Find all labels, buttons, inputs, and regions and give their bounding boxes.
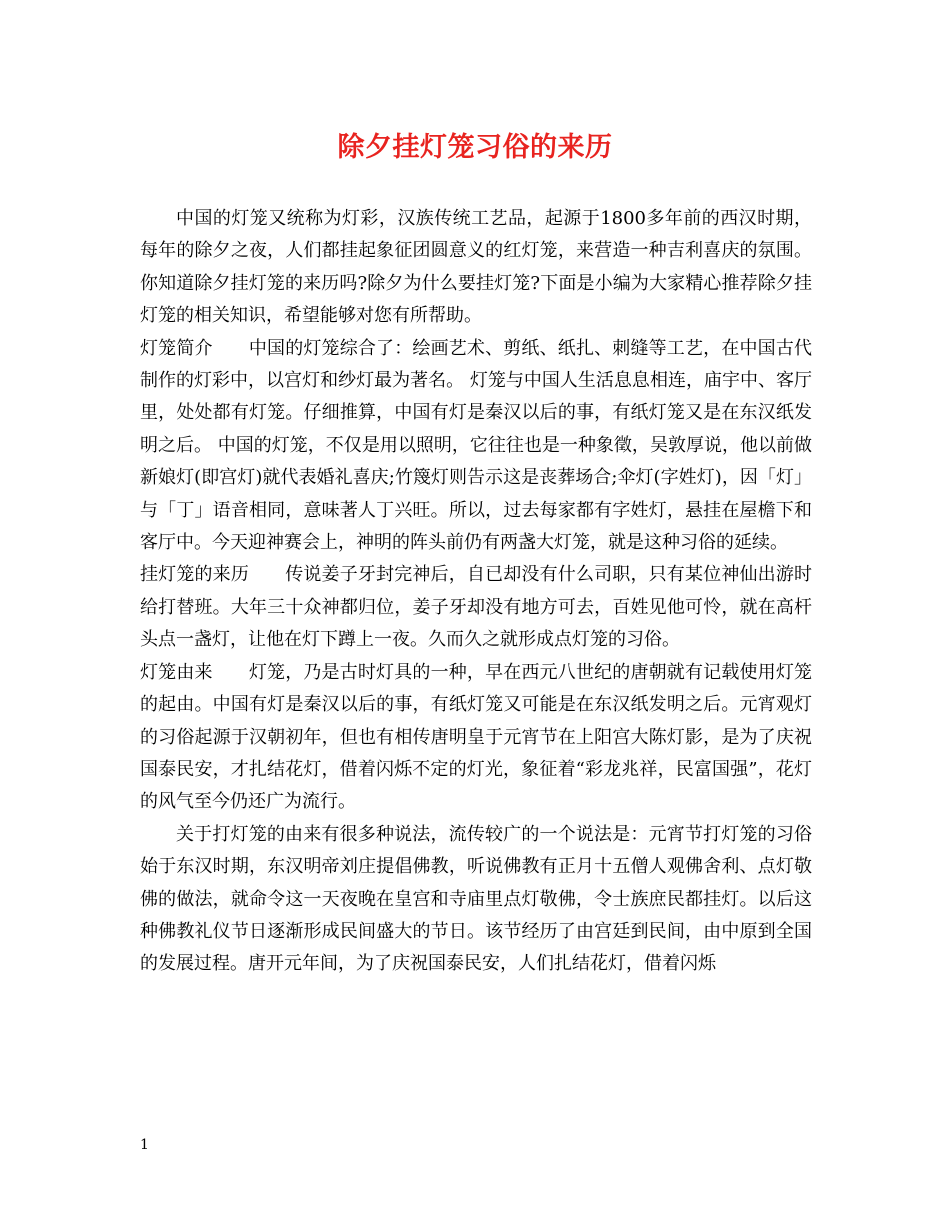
section-text: 灯笼，乃是古时灯具的一种，早在西元八世纪的唐朝就有记载使用灯笼的起由。中国有灯是秦汉以后的事，有纸灯笼又可能是在东汉纸发明之后。元宵观灯的习俗起源于汉朝初年，但也有相传唐明皇于元宵节在上阳宫大陈灯影，是为了庆祝国泰民安，才扎结花灯，借着闪烁不定的灯光，象征着“彩龙兆祥，民富国强”，花灯的风气至今仍还广为流行。 [140, 661, 812, 813]
section-text: 传说姜子牙封完神后，自已却没有什么司职，只有某位神仙出游时给打替班。大年三十众神都归位，姜子牙却没有地方可去，百姓见他可怜，就在高杆头点一盏灯，让他在灯下蹲上一夜。久而久之就形成点灯笼的习俗。 [140, 564, 812, 651]
section-hanging-origin [140, 559, 812, 656]
document-title: 除夕挂灯笼习俗的来历 [337, 132, 613, 163]
section-text: 中国的灯笼综合了：绘画艺术、剪纸、纸扎、刺缝等工艺，在中国古代制作的灯彩中，以宫灯和纱灯最为著名。 灯笼与中国人生活息息相连，庙宇中、客厅里，处处都有灯笼。仔细推算，中国有灯是秦汉以后的事，有纸灯笼又是在东汉纸发明之后。 中国的灯笼，不仅是用以照明，它往往也是一种象徵，吴敦厚说，他以前做新娘灯(即宫灯)就代表婚礼喜庆;竹篾灯则告示这是丧葬场合;伞灯(字姓灯)，因「灯」与「丁」语音相同，意味著人丁兴旺。所以，过去每家都有字姓灯，悬挂在屋檐下和客厅中。今天迎神赛会上，神明的阵头前仍有两盏大灯笼，就是这种习俗的延续。 [140, 337, 812, 554]
section-heading: 灯笼简介 [140, 337, 213, 359]
intro-paragraph: 中国的灯笼又统称为灯彩，汉族传统工艺品，起源于1800多年前的西汉时期，每年的除夕之夜，人们都挂起象征团圆意义的红灯笼，来营造一种吉利喜庆的氛围。你知道除夕挂灯笼的来历吗?除夕为什么要挂灯笼?下面是小编为大家精心推荐除夕挂灯笼的相关知识，希望能够对您有所帮助。 [140, 208, 812, 327]
document-body [140, 203, 812, 981]
section-heading: 挂灯笼的来历 [140, 564, 250, 586]
section-lantern-origin [140, 657, 812, 819]
closing-paragraph: 关于打灯笼的由来有很多种说法，流传较广的一个说法是：元宵节打灯笼的习俗始于东汉时期，东汉明帝刘庄提倡佛教，听说佛教有正月十五僧人观佛舍利、点灯敬佛的做法，就命令这一天夜晚在皇宫和寺庙里点灯敬佛，令士族庶民都挂灯。以后这种佛教礼仪节日逐渐形成民间盛大的节日。该节经历了由宫廷到民间，由中原到全国的发展过程。唐开元年间，为了庆祝国泰民安，人们扎结花灯，借着闪烁 [140, 823, 812, 975]
section-heading: 灯笼由来 [140, 661, 213, 683]
page-number: 1 [140, 1137, 149, 1153]
section-lantern-intro [140, 333, 812, 560]
